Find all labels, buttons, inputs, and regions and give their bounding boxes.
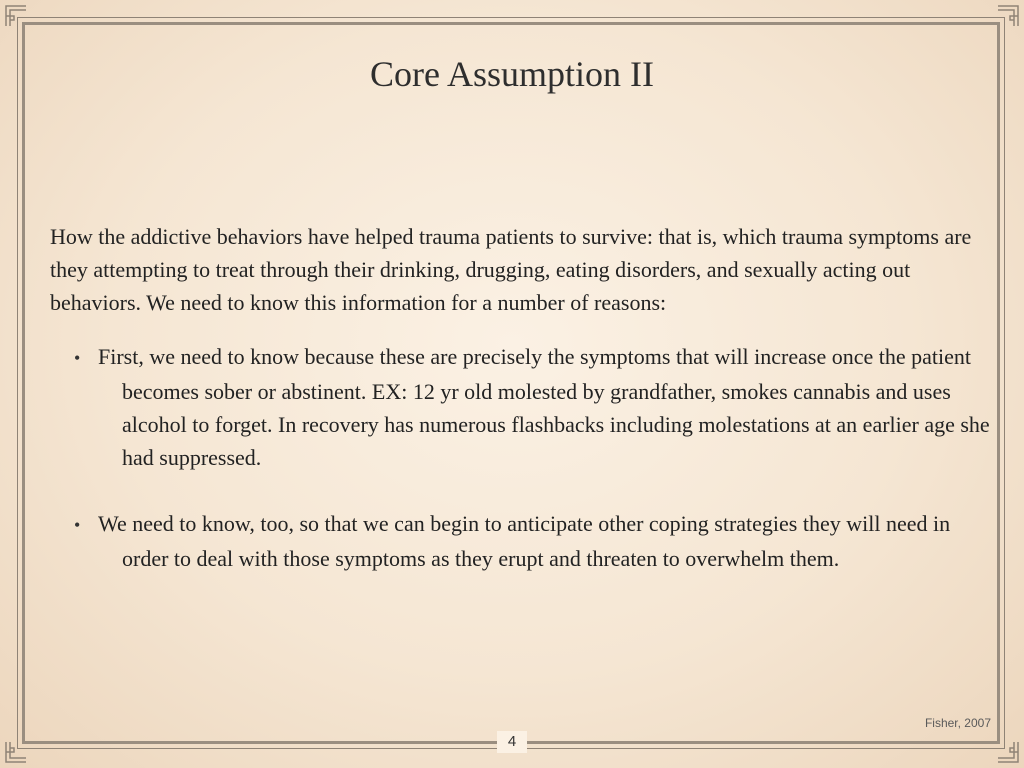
bullet-item [50,340,1000,474]
corner-ornament-icon [996,4,1020,28]
corner-ornament-icon [4,740,28,764]
attribution: Fisher, 2007 [924,716,991,730]
slide-title: Core Assumption II [370,54,654,94]
bullet-text: First, we need to know because these are precisely the symptoms that will increase once the patient becomes sober or abstinent. EX: 12 yr old molested by grandfather, smokes cannabis and uses alcohol to forget. In recovery has numerous flashbacks including molestations at an earlier age she had suppressed. [98,344,990,470]
page-number: 4 [497,731,527,753]
slide-body [50,220,1000,575]
corner-ornament-icon [4,4,28,28]
corner-ornament-icon [996,740,1020,764]
bullet-list [50,340,1000,575]
bullet-icon: • [74,348,81,368]
intro-paragraph: How the addictive behaviors have helped trauma patients to survive: that is, which trauma symptoms are they attempting to treat through their drinking, drugging, eating disorders, and sexually acting out behaviors. We need to know this information for a number of reasons: [50,224,972,315]
bullet-item [50,507,1000,575]
bullet-icon: • [74,515,81,535]
bullet-text: We need to know, too, so that we can begin to anticipate other coping strategies they will need in order to deal with those symptoms as they erupt and threaten to overwhelm them. [98,511,951,571]
